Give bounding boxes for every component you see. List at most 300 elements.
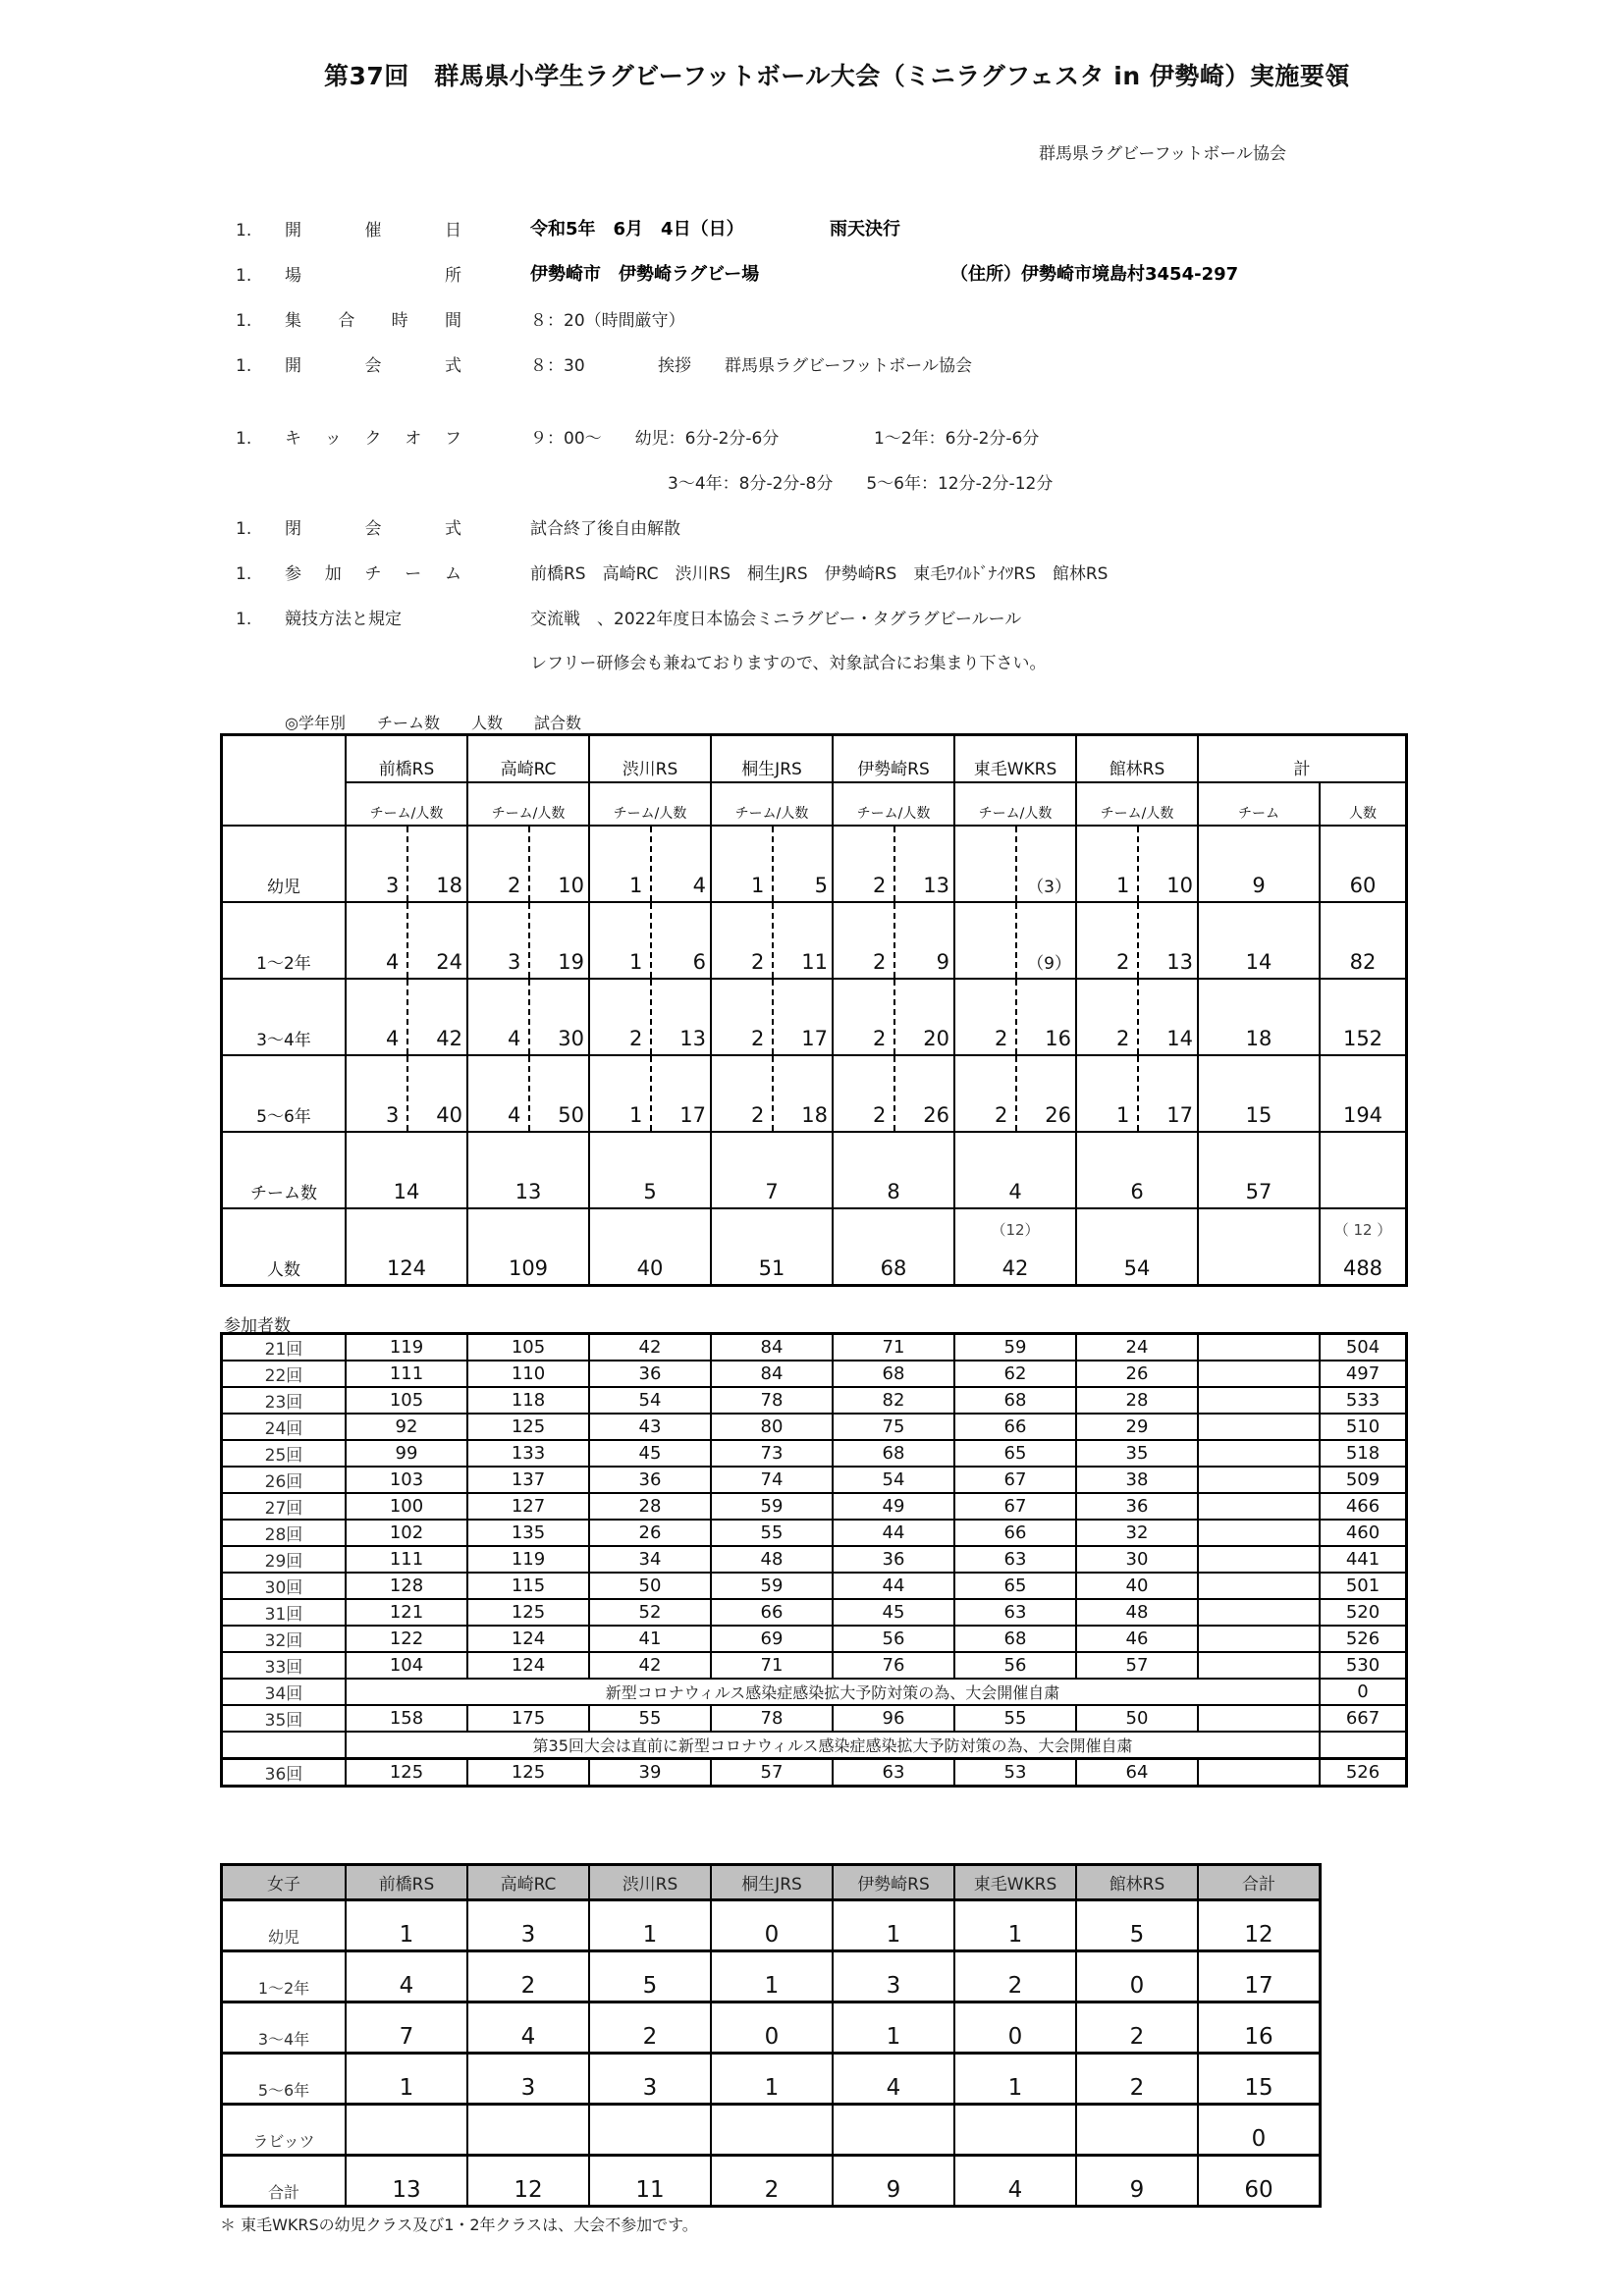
- participant-count: 125: [467, 1759, 589, 1787]
- table-row: [222, 1705, 1407, 1732]
- female-total: 16: [1198, 2002, 1321, 2054]
- team-cell: [833, 1055, 954, 1132]
- team-count: 1: [1115, 1103, 1130, 1127]
- edition-label: 34回: [222, 1679, 347, 1705]
- participant-count: 44: [833, 1573, 954, 1599]
- team-header: 前橋RS: [346, 1865, 467, 1900]
- people-count: 17: [679, 1103, 706, 1127]
- total-people: 82: [1320, 902, 1407, 979]
- excluded-note: （12）: [991, 1221, 1040, 1239]
- participant-count: 42: [589, 1652, 711, 1679]
- empty-cell: [1198, 1626, 1320, 1652]
- female-count: 4: [954, 2156, 1076, 2207]
- empty-cell: [1198, 1705, 1320, 1732]
- female-count: [954, 2105, 1076, 2156]
- team-cell: [467, 979, 589, 1055]
- people-count: 17: [1166, 1103, 1193, 1127]
- team-cell: [711, 902, 833, 979]
- item-value: ８：20（時間厳守）: [530, 311, 685, 331]
- people-value: 51: [758, 1256, 785, 1280]
- people-count: 30: [558, 1027, 584, 1050]
- team-count: 2: [750, 950, 765, 974]
- participant-count: 76: [833, 1652, 954, 1679]
- edition-total: 460: [1320, 1520, 1407, 1546]
- team-header: 桐生JRS: [711, 735, 833, 783]
- team-count: 1: [750, 874, 765, 897]
- participant-count: 24: [1076, 1334, 1198, 1362]
- grade-label: 1～2年: [222, 902, 347, 979]
- female-count: [833, 2105, 954, 2156]
- grade-label: 幼児: [222, 1900, 347, 1951]
- total-teams: 15: [1198, 1055, 1320, 1132]
- female-count: 5: [589, 1951, 711, 2002]
- people-count: （9）: [1027, 954, 1071, 974]
- team-count: 1: [628, 1103, 643, 1127]
- header-row: [222, 1865, 1321, 1900]
- female-count: 12: [467, 2156, 589, 2207]
- table-row: [222, 2105, 1321, 2156]
- team-total: 8: [833, 1132, 954, 1208]
- participant-count: 128: [346, 1573, 467, 1599]
- label-char: 開: [285, 221, 301, 240]
- team-count-row: [222, 1132, 1407, 1208]
- female-count: 7: [346, 2002, 467, 2054]
- team-count: 2: [1115, 1027, 1130, 1050]
- participant-count: 99: [346, 1440, 467, 1467]
- female-count: 9: [1076, 2156, 1198, 2207]
- people-total: [346, 1208, 467, 1286]
- participant-count: 40: [1076, 1573, 1198, 1599]
- people-count: 17: [801, 1027, 828, 1050]
- participant-count: 119: [467, 1546, 589, 1573]
- grade-label: 5～6年: [222, 2054, 347, 2105]
- participant-count: 125: [467, 1414, 589, 1440]
- team-cell: [711, 826, 833, 902]
- team-header: 前橋RS: [346, 735, 467, 783]
- participant-count: 49: [833, 1493, 954, 1520]
- people-total: [711, 1208, 833, 1286]
- item-number: 1.: [236, 610, 252, 629]
- female-total: 60: [1198, 2156, 1321, 2207]
- female-count: 2: [954, 1951, 1076, 2002]
- empty-cell: [1198, 1546, 1320, 1573]
- participant-count: 118: [467, 1387, 589, 1414]
- item-label: [285, 424, 461, 449]
- team-count: 4: [507, 1103, 521, 1127]
- participant-count: 63: [833, 1759, 954, 1787]
- participant-count: 111: [346, 1361, 467, 1387]
- participant-count: 125: [346, 1759, 467, 1787]
- participant-count: 66: [954, 1414, 1076, 1440]
- edition-total: 501: [1320, 1573, 1407, 1599]
- team-total: 5: [589, 1132, 711, 1208]
- grade-label: 3～4年: [222, 979, 347, 1055]
- team-total: 6: [1076, 1132, 1198, 1208]
- item-number: 1.: [236, 221, 252, 240]
- team-count: 4: [385, 1027, 400, 1050]
- participant-count: 54: [589, 1387, 711, 1414]
- team-cell: [1076, 979, 1198, 1055]
- item-label: [285, 560, 461, 584]
- empty-cell: [1198, 1520, 1320, 1546]
- participant-count: 137: [467, 1467, 589, 1493]
- excluded-note: （ 12 ）: [1333, 1221, 1392, 1239]
- item-label: [285, 514, 461, 539]
- grade-table: [220, 733, 1408, 1287]
- table-row: [222, 1626, 1407, 1652]
- female-count: 3: [467, 1900, 589, 1951]
- table-row: [222, 1493, 1407, 1520]
- people-count: 40: [436, 1103, 462, 1127]
- edition-label: 27回: [222, 1493, 347, 1520]
- female-count: 2: [467, 1951, 589, 2002]
- team-total: 14: [346, 1132, 467, 1208]
- team-cell: [589, 902, 711, 979]
- team-count: 1: [1115, 874, 1130, 897]
- label-char: ム: [445, 564, 461, 584]
- participant-count: 54: [833, 1467, 954, 1493]
- item-value-continued: レフリー研修会も兼ねておりますので、対象試合にお集まり下さい。: [530, 654, 1047, 673]
- item-value: 試合終了後自由解散: [530, 519, 680, 539]
- edition-total: 526: [1320, 1759, 1407, 1787]
- female-count: 1: [954, 2054, 1076, 2105]
- team-people-subheader: チーム/人数: [1076, 782, 1198, 826]
- item-value: 交流戦 、2022年度日本協会ミニラグビー・タグラグビールール: [530, 610, 1022, 629]
- team-cell: [833, 826, 954, 902]
- participant-count: 50: [1076, 1705, 1198, 1732]
- total-header: 合計: [1198, 1865, 1321, 1900]
- team-header: 東毛WKRS: [954, 1865, 1076, 1900]
- edition-label: 24回: [222, 1414, 347, 1440]
- female-count: 11: [589, 2156, 711, 2207]
- participant-count: 39: [589, 1759, 711, 1787]
- female-count: 1: [589, 1900, 711, 1951]
- participant-count: 82: [833, 1387, 954, 1414]
- cancelled-row: [222, 1679, 1407, 1705]
- team-cell: [833, 979, 954, 1055]
- edition-total: 520: [1320, 1599, 1407, 1626]
- female-count: [589, 2105, 711, 2156]
- edition-label: 35回: [222, 1705, 347, 1732]
- female-count: 1: [711, 2054, 833, 2105]
- edition-total: 497: [1320, 1361, 1407, 1387]
- empty-cell: [1198, 1334, 1320, 1362]
- history-table: [220, 1332, 1408, 1788]
- table-row: [222, 2054, 1321, 2105]
- grade-label: 1～2年: [222, 1951, 347, 2002]
- female-count: 1: [833, 1900, 954, 1951]
- female-count: 0: [711, 1900, 833, 1951]
- item-value-secondary: 1～2年：6分-2分-6分: [874, 429, 1040, 449]
- edition-label: 32回: [222, 1626, 347, 1652]
- people-count: 50: [558, 1103, 584, 1127]
- item-number: 1.: [236, 311, 252, 331]
- participant-count: 69: [711, 1626, 833, 1652]
- edition-total: 0: [1320, 1679, 1407, 1705]
- participant-count: 65: [954, 1573, 1076, 1599]
- edition-total: 667: [1320, 1705, 1407, 1732]
- participant-count: 67: [954, 1467, 1076, 1493]
- participant-count: 66: [711, 1599, 833, 1626]
- female-count: [346, 2105, 467, 2156]
- organizer: 群馬県ラグビーフットボール協会: [1039, 144, 1286, 164]
- people-count: 20: [923, 1027, 949, 1050]
- team-header: 東毛WKRS: [954, 735, 1076, 783]
- team-header: 桐生JRS: [711, 1865, 833, 1900]
- note-row: [222, 1732, 1407, 1759]
- participant-count: 44: [833, 1520, 954, 1546]
- people-count: 18: [436, 874, 462, 897]
- people-count: 26: [1045, 1103, 1071, 1127]
- people-count: （3）: [1027, 878, 1071, 897]
- team-cell: [589, 1055, 711, 1132]
- people-count: 4: [692, 874, 706, 897]
- edition-total: 510: [1320, 1414, 1407, 1440]
- female-count: 2: [1076, 2054, 1198, 2105]
- people-value: 68: [880, 1256, 907, 1280]
- people-count: 10: [558, 874, 584, 897]
- female-count: 1: [346, 1900, 467, 1951]
- table-row: [222, 1546, 1407, 1573]
- label-char: ッ: [324, 429, 342, 449]
- participant-count: 36: [833, 1546, 954, 1573]
- detail-row: [236, 560, 471, 584]
- grade-label: ラビッツ: [222, 2105, 347, 2156]
- item-value: ８：30: [530, 356, 585, 376]
- participant-count: 30: [1076, 1546, 1198, 1573]
- label-char: キ: [285, 429, 301, 449]
- team-count: 3: [385, 1103, 400, 1127]
- header-row: [222, 735, 1407, 783]
- people-total: [1076, 1208, 1198, 1286]
- edition-label: 31回: [222, 1599, 347, 1626]
- people-count: 16: [1045, 1027, 1071, 1050]
- female-count: 2: [1076, 2002, 1198, 2054]
- participant-count: 55: [711, 1520, 833, 1546]
- team-header: 伊勢崎RS: [833, 1865, 954, 1900]
- empty-cell: [1198, 1493, 1320, 1520]
- female-count: 1: [346, 2054, 467, 2105]
- female-table: [220, 1863, 1322, 2208]
- participant-count: 29: [1076, 1414, 1198, 1440]
- team-count: 2: [994, 1103, 1008, 1127]
- people-count: 24: [436, 950, 462, 974]
- grade-label: 合計: [222, 2156, 347, 2207]
- participant-count: 45: [589, 1440, 711, 1467]
- team-cell: [346, 902, 467, 979]
- team-header: 館林RS: [1076, 1865, 1198, 1900]
- empty-cell: [1198, 1440, 1320, 1467]
- people-value: 54: [1123, 1256, 1151, 1280]
- empty-cell: [1320, 1732, 1407, 1759]
- people-count: 11: [801, 950, 828, 974]
- team-count: 2: [872, 1103, 887, 1127]
- people-total: [833, 1208, 954, 1286]
- participant-count: 115: [467, 1573, 589, 1599]
- female-count: [711, 2105, 833, 2156]
- item-value-continued: 3～4年：8分-2分-8分 5～6年：12分-2分-12分: [668, 474, 1054, 494]
- total-people: 60: [1320, 826, 1407, 902]
- cancellation-message: 新型コロナウィルス感染症感染拡大予防対策の為、大会開催自粛: [346, 1679, 1320, 1705]
- team-count: 2: [872, 874, 887, 897]
- team-header: 館林RS: [1076, 735, 1198, 783]
- participant-count: 48: [711, 1546, 833, 1573]
- participant-count: 111: [346, 1546, 467, 1573]
- team-cell: [954, 1055, 1076, 1132]
- label-char: フ: [445, 429, 461, 449]
- edition-total: 466: [1320, 1493, 1407, 1520]
- team-cell: [467, 1055, 589, 1132]
- edition-label: 28回: [222, 1520, 347, 1546]
- label-char: オ: [405, 429, 422, 449]
- team-count: 2: [1115, 950, 1130, 974]
- detail-row: [236, 605, 471, 629]
- people-count: 19: [558, 950, 584, 974]
- participant-count: 43: [589, 1414, 711, 1440]
- female-count: 13: [346, 2156, 467, 2207]
- participant-count: 36: [589, 1467, 711, 1493]
- participant-count: 71: [833, 1334, 954, 1362]
- edition-label: 33回: [222, 1652, 347, 1679]
- grand-total-teams: 57: [1198, 1132, 1320, 1208]
- item-number: 1.: [236, 266, 252, 286]
- table-row: [222, 1334, 1407, 1362]
- participant-count: 92: [346, 1414, 467, 1440]
- label-char: ク: [364, 429, 382, 449]
- item-number: 1.: [236, 519, 252, 539]
- female-count: 5: [1076, 1900, 1198, 1951]
- detail-row: [236, 424, 471, 449]
- participant-count: 41: [589, 1626, 711, 1652]
- participant-count: 56: [833, 1626, 954, 1652]
- female-count: 3: [467, 2054, 589, 2105]
- item-value-secondary: 雨天決行: [830, 219, 900, 240]
- label-char: 合: [338, 311, 355, 331]
- table-row: [222, 1440, 1407, 1467]
- participant-count: 75: [833, 1414, 954, 1440]
- table-row: [222, 1951, 1321, 2002]
- female-count: 3: [589, 2054, 711, 2105]
- people-count: 13: [1166, 950, 1193, 974]
- table-row: [222, 1467, 1407, 1493]
- people-total: [467, 1208, 589, 1286]
- corner-label: 女子: [222, 1865, 347, 1900]
- detail-row: [236, 216, 471, 240]
- total-people: 152: [1320, 979, 1407, 1055]
- participant-count: 26: [1076, 1361, 1198, 1387]
- people-value: 109: [508, 1256, 549, 1280]
- team-count: 4: [507, 1027, 521, 1050]
- item-number: 1.: [236, 356, 252, 376]
- table-row: [222, 2156, 1321, 2207]
- team-cell: [1076, 902, 1198, 979]
- team-people-subheader: チーム/人数: [833, 782, 954, 826]
- team-count: 4: [385, 950, 400, 974]
- team-cell: [833, 902, 954, 979]
- item-label: [285, 216, 461, 240]
- team-header: 伊勢崎RS: [833, 735, 954, 783]
- participant-count: 38: [1076, 1467, 1198, 1493]
- participant-count: 32: [1076, 1520, 1198, 1546]
- people-value: 42: [1001, 1256, 1029, 1280]
- people-count: 42: [436, 1027, 462, 1050]
- total-teams: 14: [1198, 902, 1320, 979]
- participant-count: 135: [467, 1520, 589, 1546]
- empty-cell: [1198, 1759, 1320, 1787]
- participant-count: 35: [1076, 1440, 1198, 1467]
- empty-cell: [1198, 1387, 1320, 1414]
- team-cell: [711, 1055, 833, 1132]
- grade-label: 3～4年: [222, 2002, 347, 2054]
- participant-count: 133: [467, 1440, 589, 1467]
- participant-count: 55: [954, 1705, 1076, 1732]
- table-row: [222, 1387, 1407, 1414]
- detail-row: [236, 306, 471, 331]
- table-row: [222, 1361, 1407, 1387]
- table-row: [222, 1759, 1407, 1787]
- participant-count: 34: [589, 1546, 711, 1573]
- female-count: 2: [589, 2002, 711, 2054]
- empty-cell: [1198, 1361, 1320, 1387]
- female-count: 0: [711, 2002, 833, 2054]
- empty-cell: [1198, 1652, 1320, 1679]
- people-count: 10: [1166, 874, 1193, 897]
- table-row: [222, 979, 1407, 1055]
- edition-label: 26回: [222, 1467, 347, 1493]
- team-cell: [1076, 826, 1198, 902]
- team-people-subheader: チーム/人数: [711, 782, 833, 826]
- participant-count: 57: [711, 1759, 833, 1787]
- participant-count: 67: [954, 1493, 1076, 1520]
- item-label: [285, 306, 461, 331]
- participant-count: 71: [711, 1652, 833, 1679]
- edition-label: 22回: [222, 1361, 347, 1387]
- total-header: 計: [1198, 735, 1407, 783]
- edition-total: 530: [1320, 1652, 1407, 1679]
- label-char: 式: [445, 356, 461, 376]
- grade-table-caption: ◎学年別 チーム数 人数 試合数: [285, 714, 581, 732]
- people-total: [954, 1208, 1076, 1286]
- participant-count: 59: [711, 1493, 833, 1520]
- total-teams: 9: [1198, 826, 1320, 902]
- detail-row: [236, 351, 471, 376]
- participant-count: 50: [589, 1573, 711, 1599]
- female-total: 15: [1198, 2054, 1321, 2105]
- female-count: 1: [711, 1951, 833, 2002]
- label-char: 間: [444, 311, 461, 331]
- female-count: [1076, 2105, 1198, 2156]
- label-char: 所: [445, 266, 461, 286]
- total-people: 194: [1320, 1055, 1407, 1132]
- team-count: 1: [628, 950, 643, 974]
- team-total: 4: [954, 1132, 1076, 1208]
- participant-count: 52: [589, 1599, 711, 1626]
- empty-cell: [1198, 1467, 1320, 1493]
- participant-count: 74: [711, 1467, 833, 1493]
- empty-cell: [1198, 1599, 1320, 1626]
- grade-label: 5～6年: [222, 1055, 347, 1132]
- participant-count: 84: [711, 1334, 833, 1362]
- people-row: [222, 1208, 1407, 1286]
- team-header: 渋川RS: [589, 735, 711, 783]
- label-char: ー: [405, 564, 422, 584]
- row-label: 人数: [222, 1208, 347, 1286]
- team-cell: [954, 902, 1076, 979]
- total-teams: 18: [1198, 979, 1320, 1055]
- item-value: 令和5年 6月 4日（日）: [530, 219, 744, 240]
- team-header: 渋川RS: [589, 1865, 711, 1900]
- participant-count: 65: [954, 1440, 1076, 1467]
